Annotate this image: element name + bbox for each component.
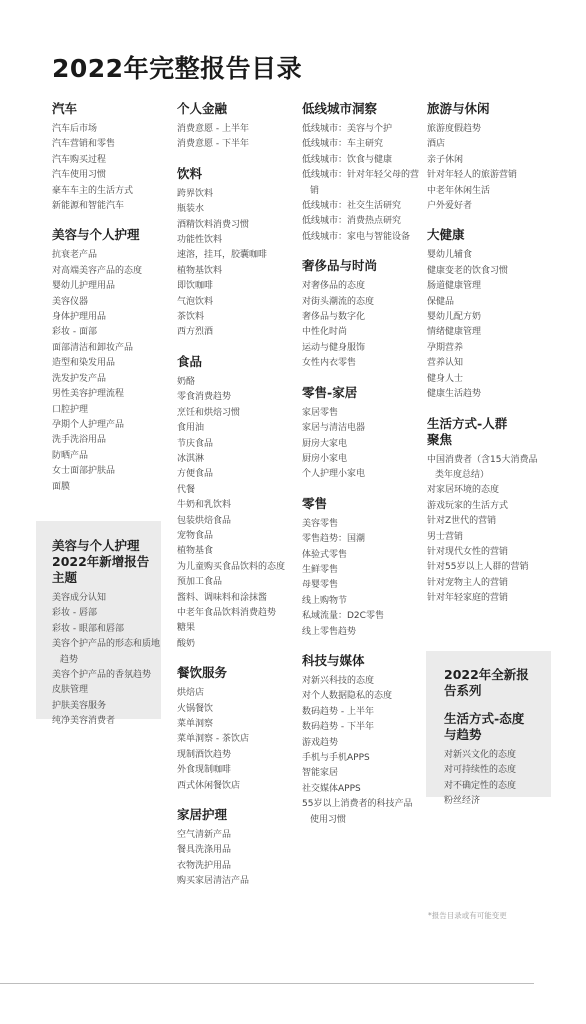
report-item: 彩妆 - 面部 <box>52 327 97 338</box>
report-item: 健身人士 <box>427 373 464 384</box>
report-item: 数码趋势 - 上半年 <box>302 706 374 717</box>
report-item: 美容个护产品的香氛趋势 <box>52 670 152 681</box>
category-section <box>302 385 420 483</box>
report-item: 冰淇淋 <box>177 453 205 464</box>
report-item: 低线城市：美容与个护 <box>302 124 393 134</box>
report-item: 数码趋势 - 下半年 <box>302 722 374 733</box>
report-item: 低线城市：消费热点研究 <box>302 216 402 227</box>
category-title: 旅游与休闲 <box>427 101 490 116</box>
report-item: 西式休闲餐饮店 <box>177 780 241 791</box>
category-title: 生活方式-人群聚焦 <box>427 415 508 447</box>
report-item: 糖果 <box>177 623 196 634</box>
report-item: 食用油 <box>177 423 205 434</box>
report-item: 对新兴科技的态度 <box>302 675 375 686</box>
report-item: 健康变老的饮食习惯 <box>427 265 509 276</box>
category-section <box>52 101 174 214</box>
category-section <box>177 354 299 652</box>
report-item: 植物基饮料 <box>177 265 223 276</box>
report-item: 中性化时尚 <box>302 327 348 338</box>
report-item: 酱料、调味料和涂抹酱 <box>177 592 268 603</box>
category-title: 大健康 <box>427 227 465 243</box>
report-item: 代餐 <box>177 484 196 495</box>
footnote: *报告目录或有可能变更 <box>428 911 507 920</box>
category-section <box>177 166 299 341</box>
category-title: 低线城市洞察 <box>302 101 378 116</box>
toc-column-4 <box>427 101 543 620</box>
report-item: 中国消费者（含15大消费品类年度总结） <box>427 454 538 480</box>
category-section <box>427 101 543 214</box>
report-item: 运动与健身服饰 <box>302 342 366 353</box>
report-item: 彩妆 - 眼部和唇部 <box>52 623 124 634</box>
report-item: 家居零售 <box>302 407 339 418</box>
category-section <box>427 416 543 607</box>
report-item: 酒店 <box>427 139 446 150</box>
report-item: 个人护理小家电 <box>302 469 366 480</box>
report-item: 情绪健康管理 <box>427 327 482 338</box>
report-item: 低线城市：家电与智能设备 <box>302 231 411 242</box>
report-item: 瓶装水 <box>177 204 205 215</box>
report-item: 女士面部护肤品 <box>52 466 116 477</box>
report-item: 汽车后市场 <box>52 124 98 134</box>
report-item: 包装烘焙食品 <box>177 515 232 526</box>
new-series-heading: 2022年全新报告系列 <box>444 667 529 698</box>
report-item: 购买家居清洁产品 <box>177 876 250 887</box>
report-item: 低线城市：饮食与健康 <box>302 154 393 165</box>
report-item: 洗手洗浴用品 <box>52 435 107 446</box>
category-section <box>427 227 543 402</box>
report-item: 男性美容护理流程 <box>52 389 125 400</box>
report-item: 厨房大家电 <box>302 438 348 449</box>
report-item: 餐具洗涤用品 <box>177 845 232 856</box>
category-section <box>302 653 420 828</box>
beauty-new-topics-box <box>36 521 161 727</box>
report-item: 中老年休闲生活 <box>427 185 491 196</box>
report-item: 对可持续性的态度 <box>444 765 517 776</box>
report-item: 零售趋势：国潮 <box>302 534 366 545</box>
report-item: 节庆食品 <box>177 438 214 449</box>
report-item: 男士营销 <box>427 531 464 542</box>
report-item: 针对宠物主人的营销 <box>427 577 509 588</box>
new-series-title: 生活方式-态度与趋势 <box>444 711 525 742</box>
report-item: 对新兴文化的态度 <box>444 750 517 760</box>
report-item: 酒精饮料消费习惯 <box>177 219 250 230</box>
beauty-new-topics-title: 美容与个人护理2022年新增报告主题 <box>52 538 150 585</box>
report-item: 豪车车主的生活方式 <box>52 185 134 196</box>
report-item: 手机与手机APPS <box>302 753 370 763</box>
report-item: 消费意愿 - 下半年 <box>177 139 249 150</box>
category-title: 汽车 <box>52 101 78 116</box>
divider <box>0 983 534 984</box>
report-item: 皮肤管理 <box>52 685 89 696</box>
report-item: 西方烈酒 <box>177 327 214 338</box>
report-item: 肠道健康管理 <box>427 281 482 292</box>
report-item: 低线城市：针对年轻父母的营销 <box>302 170 420 196</box>
report-item: 针对Z世代的营销 <box>427 516 497 527</box>
report-item: 女性内衣零售 <box>302 358 357 369</box>
report-item: 婴幼儿辅食 <box>427 250 473 261</box>
report-item: 消费意愿 - 上半年 <box>177 124 249 134</box>
category-title: 美容与个人护理 <box>52 227 140 243</box>
category-section <box>302 258 420 371</box>
report-item: 营养认知 <box>427 358 464 369</box>
category-title: 餐饮服务 <box>177 665 228 681</box>
category-section <box>52 227 174 495</box>
report-item: 菜单洞察 - 茶饮店 <box>177 734 249 745</box>
report-item: 抗衰老产品 <box>52 250 98 261</box>
report-item: 母婴零售 <box>302 580 339 591</box>
report-item: 对奢侈品的态度 <box>302 281 366 292</box>
report-item: 生鲜零售 <box>302 564 339 575</box>
report-item: 对高端美容产品的态度 <box>52 265 143 276</box>
category-title: 科技与媒体 <box>302 652 365 668</box>
report-item: 家居与清洁电器 <box>302 423 366 434</box>
report-item: 洗发护发产品 <box>52 373 107 384</box>
report-item: 汽车营销和零售 <box>52 139 116 150</box>
category-title: 个人金融 <box>177 101 228 116</box>
report-item: 针对年轻家庭的营销 <box>427 593 509 604</box>
report-item: 方便食品 <box>177 469 214 480</box>
report-item: 社交媒体APPS <box>302 783 361 794</box>
report-item: 纯净美容消费者 <box>52 716 116 727</box>
page-title: 2022年完整报告目录 <box>52 54 303 83</box>
report-item: 对个人数据隐私的态度 <box>302 691 393 702</box>
report-item: 身体护理用品 <box>52 312 107 323</box>
report-item: 智能家居 <box>302 768 339 779</box>
report-item: 中老年食品饮料消费趋势 <box>177 607 277 618</box>
category-title: 食品 <box>177 353 203 369</box>
report-item: 体验式零售 <box>302 549 348 560</box>
report-item: 婴幼儿护理用品 <box>52 281 116 292</box>
report-item: 汽车购买过程 <box>52 154 107 165</box>
report-item: 口腔护理 <box>52 404 89 415</box>
report-item: 美容零售 <box>302 518 339 529</box>
report-item: 零食消费趋势 <box>177 392 232 403</box>
report-item: 牛奶和乳饮料 <box>177 500 232 511</box>
report-item: 奶酪 <box>177 376 196 387</box>
report-item: 即饮咖啡 <box>177 281 214 292</box>
report-item: 游戏玩家的生活方式 <box>427 500 509 511</box>
report-item: 现制酒饮趋势 <box>177 749 232 760</box>
report-item: 茶饮料 <box>177 312 205 323</box>
report-item: 奢侈品与数字化 <box>302 312 366 323</box>
report-item: 私域流量：D2C零售 <box>302 611 384 622</box>
report-item: 针对年轻人的旅游营销 <box>427 170 518 181</box>
report-item: 健康生活趋势 <box>427 389 482 400</box>
report-item: 新能源和智能汽车 <box>52 201 125 212</box>
report-item: 粉丝经济 <box>444 796 481 807</box>
report-item: 针对55岁以上人群的营销 <box>427 562 529 573</box>
report-item: 婴幼儿配方奶 <box>427 312 482 323</box>
report-item: 护肤美容服务 <box>52 700 107 711</box>
report-item: 针对现代女性的营销 <box>427 546 509 557</box>
category-title: 饮料 <box>177 165 203 181</box>
report-item: 低线城市：车主研究 <box>302 139 384 150</box>
report-item: 亲子休闲 <box>427 154 464 165</box>
toc-column-2 <box>177 101 299 903</box>
report-item: 低线城市：社交生活研究 <box>302 201 402 212</box>
report-item: 衣物洗护用品 <box>177 860 232 871</box>
report-item: 植物基食 <box>177 546 214 557</box>
report-item: 美容成分认知 <box>52 593 107 603</box>
category-section <box>177 807 299 890</box>
report-item: 造型和染发用品 <box>52 358 116 369</box>
report-item: 对不确定性的态度 <box>444 780 517 791</box>
report-item: 菜单洞察 <box>177 719 214 729</box>
report-item: 孕期营养 <box>427 342 464 353</box>
report-item: 速溶，挂耳，胶囊咖啡 <box>177 250 268 261</box>
category-title: 零售-家居 <box>302 384 358 400</box>
report-item: 55岁以上消费者的科技产品使用习惯 <box>302 799 413 825</box>
toc-column-3 <box>302 101 420 841</box>
report-item: 保健品 <box>427 296 455 307</box>
report-item: 防晒产品 <box>52 450 89 461</box>
category-title: 家居护理 <box>177 807 228 823</box>
report-item: 火锅餐饮 <box>177 703 214 714</box>
report-item: 美容仪器 <box>52 296 89 307</box>
report-item: 烹饪和烘焙习惯 <box>177 407 241 418</box>
report-item: 空气清新产品 <box>177 830 232 841</box>
report-item: 功能性饮料 <box>177 235 223 246</box>
new-series-box <box>426 651 551 807</box>
report-item: 预加工食品 <box>177 577 223 588</box>
report-item: 对家居环境的态度 <box>427 485 500 496</box>
category-section <box>302 101 420 245</box>
report-item: 旅游度假趋势 <box>427 124 482 134</box>
category-title: 奢侈品与时尚 <box>302 258 378 274</box>
report-item: 酸奶 <box>177 638 196 649</box>
report-item: 跨界饮料 <box>177 188 214 199</box>
report-item: 为儿童购买食品饮料的态度 <box>177 561 286 572</box>
report-item: 线上购物节 <box>302 595 348 606</box>
toc-column-1 <box>52 101 174 508</box>
report-item: 宠物食品 <box>177 530 214 541</box>
report-item: 游戏趋势 <box>302 737 339 748</box>
report-item: 烘焙店 <box>177 688 205 699</box>
category-section <box>177 101 299 153</box>
report-item: 外食现制咖啡 <box>177 765 232 776</box>
category-section <box>302 496 420 640</box>
report-item: 汽车使用习惯 <box>52 170 107 181</box>
report-item: 彩妆 - 唇部 <box>52 608 97 619</box>
report-item: 户外爱好者 <box>427 201 473 212</box>
report-item: 线上零售趋势 <box>302 626 357 637</box>
report-item: 气泡饮料 <box>177 296 214 307</box>
category-title: 零售 <box>302 495 328 511</box>
report-item: 孕期个人护理产品 <box>52 419 125 430</box>
report-item: 美容个护产品的形态和质地趋势 <box>52 639 161 665</box>
report-item: 面部清洁和卸妆产品 <box>52 342 134 353</box>
category-section <box>177 665 299 794</box>
report-item: 面膜 <box>52 481 71 492</box>
report-item: 对街头潮流的态度 <box>302 296 375 307</box>
report-item: 厨房小家电 <box>302 453 348 464</box>
